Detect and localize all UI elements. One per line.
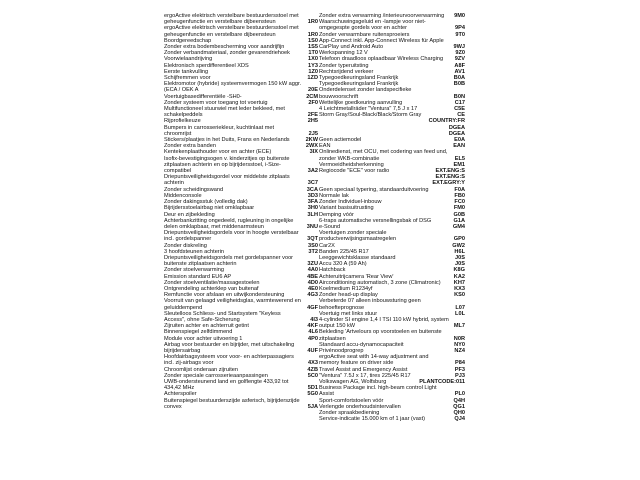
equipment-code: L07 (455, 304, 465, 311)
equipment-code: B0A (453, 75, 465, 82)
equipment-code: 9P4 (455, 25, 465, 32)
equipment-description: Zonder extra verwarming /interieurvoorverwarming (319, 13, 445, 19)
equipment-code: 4I3 (310, 316, 318, 323)
equipment-row (319, 329, 465, 341)
equipment-code: EXT.EGRY:Y (432, 180, 465, 187)
equipment-description: Car2X (319, 242, 335, 249)
equipment-description: Achteruitrijcamera 'Rear View' (319, 273, 394, 280)
equipment-description: Zonder verbandmateriaal, zonder gevarendriehoek (164, 50, 290, 57)
equipment-code: 2J5 (308, 130, 318, 137)
equipment-code: 2WX (305, 143, 318, 150)
equipment-code: 4D0 (307, 279, 318, 286)
equipment-row (319, 149, 465, 161)
equipment-code: 2F0 (308, 99, 318, 106)
equipment-code: B0B (453, 81, 465, 88)
equipment-code: C17 (454, 99, 465, 106)
equipment-code: 3IX (309, 149, 318, 156)
equipment-code: QJ4 (454, 416, 465, 423)
equipment-description: Geen actiemodel (319, 137, 362, 144)
equipment-description: Typegoedkeuringsland Frankrijk (319, 75, 399, 82)
equipment-code: 9T0 (455, 31, 465, 38)
equipment-row (319, 385, 465, 397)
equipment-description: Zonder extra banden (164, 143, 216, 150)
equipment-code: EAN (453, 143, 465, 150)
equipment-code: KH7 (453, 279, 465, 286)
equipment-description: Remfunctie voor afslaan en uitwijkondersteuning (164, 292, 285, 299)
equipment-code: 2H5 (307, 118, 318, 125)
equipment-description: Kentekenplaathouder voor en achter (ECE) (164, 149, 272, 156)
equipment-code: 5C0 (307, 372, 318, 379)
equipment-row (164, 218, 318, 230)
equipment-code: EXT.ENG:S (435, 174, 465, 181)
equipment-code: DGEA (448, 124, 465, 131)
equipment-description: Buitenspiegel bestuurderszijde asferisch, bijrijderszijde convex (164, 397, 300, 410)
equipment-code: 5G0 (307, 391, 318, 398)
equipment-row (319, 416, 465, 422)
equipment-code: 4ZB (307, 366, 318, 373)
equipment-code: 1Z0 (308, 68, 318, 75)
equipment-description: Driepuntsveiligheidsgordel voor middelste zitplaats achterin (164, 174, 290, 187)
equipment-description: Service-indicatie 15.000 km of 1 jaar (vast) (319, 416, 426, 423)
equipment-row (164, 255, 318, 267)
equipment-description: Volkswagen AG, Wolfsburg (319, 378, 387, 385)
equipment-code: 4A0 (307, 267, 318, 274)
equipment-code: 9ZV (454, 56, 465, 63)
equipment-code: 5JA (307, 403, 318, 410)
equipment-code: ML7 (453, 323, 465, 330)
equipment-code: N0R (453, 335, 465, 342)
equipment-description: Zonder systeem voor toegang tot voertuig (164, 99, 268, 106)
equipment-code: GP0 (453, 236, 465, 243)
equipment-description: Boordgereedschap (164, 37, 212, 44)
equipment-description: Verlengde onderhoudsintervallen (319, 403, 401, 410)
equipment-description: Zonder stoelventilatie/massagestoelen (164, 279, 260, 286)
equipment-description: Zonder stoelverwarming (164, 267, 225, 274)
equipment-description: Driepuntsveiligheidsgordels met gordelspanner voor buitenste zitplaatsen achterin (164, 254, 294, 268)
equipment-description: Bumpers in carrosseriekleur, kuchtinlaat met chroomrijst (164, 124, 275, 137)
equipment-description: EAN (319, 143, 331, 150)
equipment-description: Vermoeidheidsherkenning (319, 161, 384, 168)
equipment-description: Business Package incl. high-beam control Light Assist (319, 385, 437, 398)
equipment-description: Onlinedienst, met OCU, met codering van feed und, zonder WKB-combinatie (319, 149, 448, 162)
equipment-code: E0A (454, 137, 465, 144)
equipment-code: 9WJ (453, 44, 465, 51)
equipment-description: Bijrijdersstoelairbag niet omklapbaar (164, 205, 255, 212)
equipment-description: Stickers/plaatjes in het Duits, Frans en Nederlands (164, 137, 290, 144)
equipment-description: App-Connect inkl. App-Connect Wireless für Apple CarPlay und Android Auto (319, 37, 444, 51)
equipment-code: COUNTRY:FR (428, 118, 465, 125)
equipment-code: 2CM (306, 93, 318, 100)
equipment-row (164, 81, 318, 93)
equipment-description: ergoActive elektrisch verstelbare bestuurdersstoel met geheugenfunctie en verstelbare dijbeensteun (164, 13, 299, 26)
equipment-description: Accu 320 A (59 Ah) (319, 261, 367, 268)
equipment-description: Voertuigen zonder speciale productverwijsingsmaatregelen (319, 230, 397, 243)
equipment-description: 4-cylinder SI engine 1,4 I TSI 110 kW hybrid, system output 150 kW (319, 316, 449, 330)
equipment-description: e-Sound (319, 223, 341, 230)
equipment-description: Voorruit van gelaagd veiligheidsglas, warmtewerend en geluiddempend (164, 298, 301, 311)
equipment-description: Normale lak (319, 192, 349, 199)
equipment-code: AV1 (454, 68, 465, 75)
equipment-description: Standaard accu-dynamocapaciteit (319, 341, 404, 348)
equipment-code: F0A (454, 186, 465, 193)
equipment-description: Middenconsole (164, 192, 202, 199)
equipment-description: Voertuigbasedifferentiële -SH0- (164, 93, 242, 100)
equipment-code: EL5 (454, 155, 465, 162)
equipment-code: 9M0 (454, 13, 465, 19)
equipment-description: Geen speciaal typering, standaarduitvoering (319, 186, 429, 193)
equipment-description: ergoActive elektrisch verstelbare bestuurdersstoel met geheugenfunctie en verstelbare dijbeensteun (164, 25, 299, 38)
equipment-code: 3A2 (307, 168, 318, 175)
equipment-description: Zonder extra bodembescherming voor aandrijfijn (164, 44, 285, 51)
equipment-description: Zonder dakingsstuk (volledig dak) (164, 199, 248, 206)
equipment-code: 1T0 (308, 50, 318, 57)
equipment-description: Zonder head-up display (319, 292, 378, 299)
equipment-description: Verbeterde 07 alleen inbouwsturing geen behoefteprognose (319, 298, 421, 311)
equipment-description: Hatchback (319, 267, 346, 274)
equipment-description: "Ventura" 7.5J x 17, tires 225/45 R17 (319, 372, 411, 379)
equipment-code: KA2 (453, 273, 465, 280)
equipment-code: Q4H (453, 397, 465, 404)
equipment-row (164, 311, 318, 323)
equipment-row (164, 25, 318, 37)
equipment-description: Werkspanning 12 V (319, 50, 368, 57)
equipment-code: K8G (453, 267, 465, 274)
equipment-code: QG1 (453, 403, 465, 410)
equipment-code: PJ3 (455, 372, 465, 379)
equipment-row (164, 156, 318, 175)
equipment-description: Zonder Individuel-inbouw (319, 199, 382, 206)
equipment-row (164, 125, 318, 137)
equipment-description: Privénoodprogrep (319, 347, 364, 354)
equipment-description: Hoofdairbagsysteem voor voor- en achterpassagiers incl. zij-airbags voor (164, 354, 294, 367)
equipment-code: 3H0 (307, 205, 318, 212)
equipment-row (164, 298, 318, 310)
equipment-description: Leeggewichtsklasse standaard (319, 254, 396, 261)
equipment-code: 4L6 (308, 329, 318, 336)
equipment-code: 3ZU (307, 261, 318, 268)
equipment-description: Multifunctioneel stuurwiel met leder bekleed, met schakelpeddels (164, 106, 285, 119)
equipment-code: NY0 (454, 341, 465, 348)
equipment-row (319, 38, 465, 50)
equipment-row (164, 354, 318, 366)
equipment-description: Variant basisuitrusting (319, 205, 374, 212)
equipment-row (319, 230, 465, 242)
equipment-description: 4 Leichtmetallräder "Ventura" 7,5 J x 17 (319, 106, 418, 113)
equipment-code: PL0 (454, 391, 465, 398)
equipment-description: Travel Assist and Emergency Assist (319, 366, 408, 373)
equipment-code: DGEA (448, 130, 465, 137)
equipment-description: 6-traps automatische versnellingsbak of DSG (319, 217, 432, 224)
equipment-code: GW2 (452, 242, 465, 249)
equipment-code: 5D1 (307, 385, 318, 392)
equipment-description: Driepuntsveiligheidsgordels voor in hoogte verstelbaar incl. gordelspanner (164, 230, 299, 243)
equipment-description: Chroomlijst onderaan zijruiten (164, 366, 238, 373)
equipment-code: 4P0 (308, 335, 318, 342)
equipment-code: 3QT (307, 236, 318, 243)
equipment-code: FM0 (453, 205, 465, 212)
equipment-code: 3CA (306, 186, 318, 193)
equipment-row (164, 379, 318, 391)
equipment-code: KS0 (454, 292, 465, 299)
equipment-description: Banden 225/45 R17 (319, 248, 369, 255)
equipment-code: 1S0 (308, 37, 318, 44)
equipment-description: Elektronisch sperdifferentieel XDS (164, 62, 249, 69)
equipment-row (164, 230, 318, 242)
equipment-code: 3C7 (307, 180, 318, 187)
equipment-description: Bekleding 'Artvelours op voorstoelen en buitenste zitplaatsen (319, 329, 442, 342)
equipment-code: CE (457, 112, 465, 119)
equipment-description: Rijprofielkeuze (164, 118, 201, 125)
equipment-code: C5E (454, 106, 465, 113)
equipment-code: 1ZD (307, 75, 318, 82)
equipment-description: Zonder diskreling (164, 242, 207, 249)
equipment-code: P84 (455, 360, 465, 367)
equipment-code: G1A (453, 217, 465, 224)
equipment-description: Zonder typeruitsting (319, 62, 369, 69)
equipment-description: Waarschuwingsgeluid en -lampje voor niet-omgegespte gordels voor en achter (319, 19, 426, 32)
equipment-code: 3FA (307, 199, 318, 206)
equipment-description: ergoActive seat with 14-way adjustment and memory feature on driver side (319, 354, 429, 367)
equipment-row (319, 298, 465, 310)
equipment-code: H6L (454, 248, 465, 255)
equipment-description: 3 hoofdsteunen achterin (164, 248, 225, 255)
equipment-description: Binnenspiegel zelfdimmend (164, 329, 233, 336)
equipment-description: Regiocode "ECE" voor radio (319, 168, 390, 175)
equipment-row (164, 106, 318, 118)
equipment-code: 3S0 (308, 242, 318, 249)
equipment-code: QH0 (453, 410, 465, 416)
equipment-code: 1R0 (307, 31, 318, 38)
equipment-row (319, 354, 465, 366)
equipment-description: Typegoedkeuringsland Frankrijk (319, 81, 399, 88)
equipment-description: Airconditioning automatisch, 3 zone (Climatronic) (319, 279, 441, 286)
equipment-code: NZ4 (454, 347, 465, 354)
equipment-code: 4KF (307, 323, 318, 330)
equipment-description: Sport-comfortstoelen vóór (319, 397, 384, 404)
equipment-code: 2KW (305, 137, 318, 144)
equipment-description: Achterspoiler (164, 391, 197, 398)
equipment-description: Achterbankzitting ongedeeld, rugleuning in ongelijke delen omklapbaar, met middenarmsteun (164, 217, 294, 230)
equipment-description: Airbag voor bestuurder en bijrijder, met uitschakeling bijrijdersairbag (164, 341, 295, 354)
equipment-row (319, 317, 465, 329)
equipment-code: FC0 (454, 199, 465, 206)
equipment-description: Ontgrendeling achterklep van buitenaf (164, 285, 259, 292)
equipment-description: Zonder spraakbediening (319, 410, 380, 416)
equipment-code: 4GF (307, 304, 318, 311)
equipment-code: J0S (455, 261, 465, 268)
equipment-code: A8F (454, 62, 465, 69)
equipment-code: 1R0 (307, 19, 318, 26)
equipment-code: GM4 (452, 223, 465, 230)
equipment-code: L0L (455, 310, 465, 317)
equipment-code: 20E (308, 87, 318, 94)
equipment-code: 2FE (307, 112, 318, 119)
equipment-code: PF3 (454, 366, 465, 373)
equipment-description: Sleutelloos Schliess- und Startsystem "Keyless Access", ohne Safe-Sicherung (164, 310, 281, 323)
equipment-description: Deur en zijbekleding (164, 211, 215, 218)
equipment-description: Schijfremmen voor (164, 75, 211, 82)
equipment-description: Telefoon draadloos oplaadbaar Wireless Charging (319, 56, 444, 63)
equipment-description: Isofix-bevestigingsogen v. kinderzitjes op buitenste zitplaatsen achterin en op bijrijdersstoel, i-Size-compatibel (164, 155, 290, 175)
equipment-description: Demping vóór (319, 211, 354, 218)
equipment-description: Zonder verwarmbare ruitensproeiers (319, 31, 410, 38)
equipment-description: Zijruiten achter en achterruit getint (164, 323, 249, 330)
equipment-code: 3NU (306, 223, 318, 230)
equipment-code: 1Y3 (308, 62, 318, 69)
equipment-code: 4G3 (307, 292, 318, 299)
equipment-description: Module voor achter uitvoering 1 (164, 335, 243, 342)
equipment-description: Onderdelenset zonder landspecifieke bouwvoorschrift (319, 87, 412, 100)
equipment-description: Voertuig met links stuur (319, 310, 378, 317)
equipment-code: EM1 (453, 161, 465, 168)
equipment-code: 4BE (307, 273, 318, 280)
equipment-description: Koelmedium R1234yf (319, 285, 373, 292)
equipment-description: Elektromotor (hybride) systeemvermogen 150 kW aggr. (ECA / OEK A (164, 81, 302, 94)
equipment-row (319, 19, 465, 31)
equipment-code: G0B (453, 211, 465, 218)
equipment-row (164, 398, 318, 410)
equipment-row (164, 174, 318, 186)
equipment-description: Rechtsrijdend verkeer (319, 68, 374, 75)
equipment-right-column (319, 13, 465, 422)
equipment-description: Zonder scheidingswand (164, 186, 224, 193)
equipment-code: 1X0 (308, 56, 318, 63)
equipment-code: 4UF (307, 347, 318, 354)
equipment-code: FB0 (454, 192, 465, 199)
equipment-code: 9Z0 (455, 50, 465, 57)
equipment-description: Wettelijke goedkeuring aanvulling (319, 99, 403, 106)
equipment-code: KX3 (454, 285, 465, 292)
equipment-row (164, 13, 318, 25)
equipment-description: Eerste tankvulling (164, 68, 209, 75)
equipment-description: Storm Gray/Soul-Black/Black/Storm Gray (319, 112, 422, 119)
equipment-code: 3LH (307, 211, 318, 218)
equipment-description: Zonder speciale carrosserieaanpassingen (164, 372, 268, 379)
equipment-code: EXT.ENG:S (435, 168, 465, 175)
equipment-code: 3D3 (307, 192, 318, 199)
equipment-description: Voorwielaandrijving (164, 56, 213, 63)
equipment-description: UWB-ondersteunend land en golflengte 433,92 tot 434,42 MHz (164, 378, 289, 392)
equipment-code: PLANTCODE:011 (419, 378, 465, 385)
equipment-code: 4X3 (308, 360, 318, 367)
equipment-description: Emission standard EU6 AP (164, 273, 232, 280)
equipment-code: B0N (453, 93, 465, 100)
equipment-code: J0S (455, 254, 465, 261)
equipment-code: 3T2 (308, 248, 318, 255)
equipment-code: 1S5 (308, 44, 318, 51)
equipment-row (164, 342, 318, 354)
equipment-row (319, 87, 465, 99)
equipment-left-column (164, 13, 318, 410)
equipment-code: 4E0 (308, 285, 318, 292)
